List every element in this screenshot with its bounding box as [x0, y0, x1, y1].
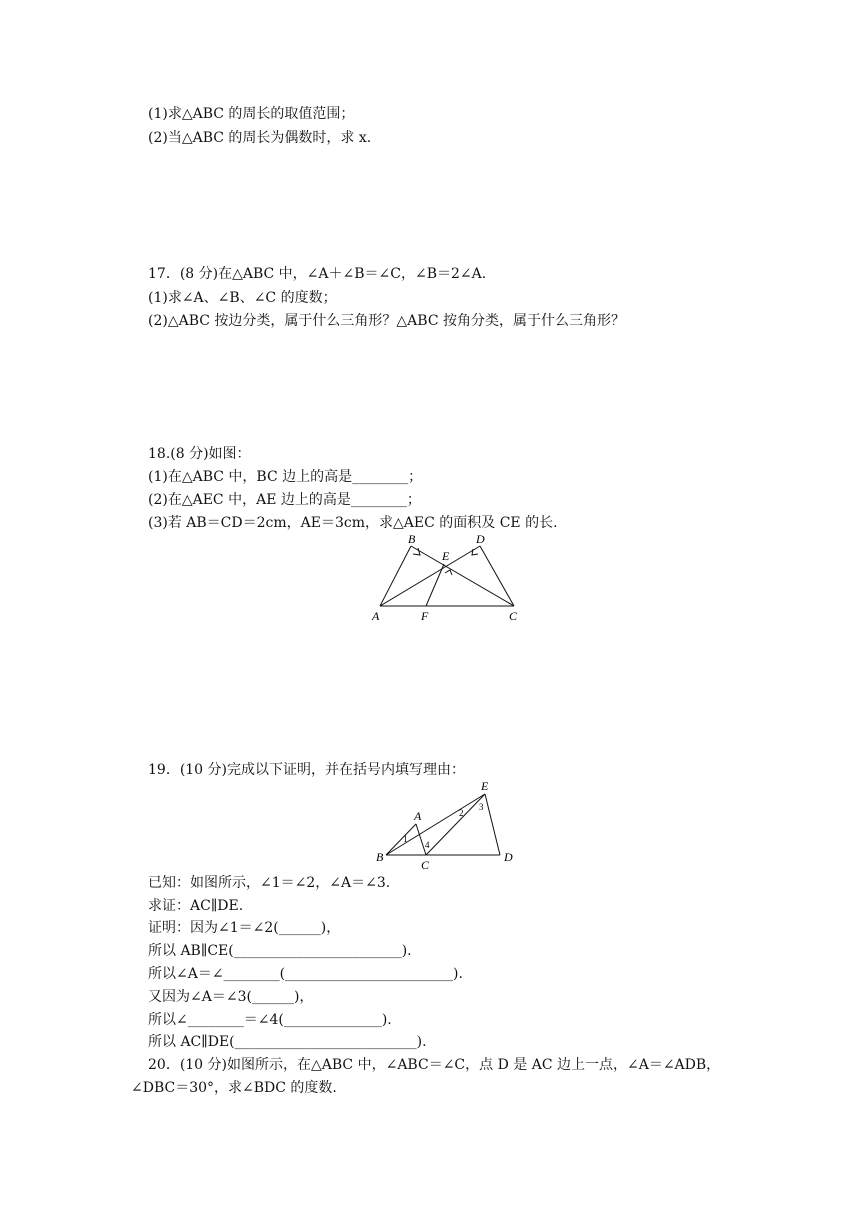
label-A: A	[414, 809, 422, 823]
angle-label-2: 2	[459, 808, 464, 818]
q19-figure	[370, 776, 520, 872]
segment-EF	[426, 564, 444, 606]
q18-figure	[366, 530, 526, 626]
q18-part2: (2)在△AEC 中，AE 边上的高是________；	[148, 492, 421, 508]
q19-step1: 证明：因为∠1＝∠2(______)，	[148, 920, 341, 936]
segment-BC	[411, 546, 514, 606]
q20-line1: 20．(10 分)如图所示，在△ABC 中，∠ABC＝∠C，点 D 是 AC 边上一点，∠A＝∠ADB，	[148, 1057, 721, 1073]
angle-label-3: 3	[479, 802, 484, 812]
q19-step3: 所以∠A＝∠________(________________________).	[148, 966, 463, 982]
segment-DC	[480, 546, 514, 606]
angle-label-4: 4	[425, 840, 430, 850]
q17-part2: (2)△ABC 按边分类，属于什么三角形？△ABC 按角分类，属于什么三角形？	[148, 313, 626, 329]
segment-ED	[485, 794, 500, 855]
q19-step4: 又因为∠A＝∠3(______)，	[148, 989, 314, 1005]
q19-step5: 所以∠________＝∠4(______________).	[148, 1012, 392, 1028]
q17-part1: (1)求∠A、∠B、∠C 的度数；	[148, 290, 337, 306]
q16-part2: (2)当△ABC 的周长为偶数时，求 x.	[148, 130, 372, 146]
label-D: D	[476, 532, 485, 546]
label-E: E	[481, 779, 489, 793]
q20-line2: ∠DBC＝30°，求∠BDC 的度数.	[131, 1080, 337, 1096]
q19-given: 已知：如图所示，∠1＝∠2，∠A＝∠3.	[148, 875, 391, 891]
label-C: C	[509, 609, 518, 623]
label-D: D	[504, 850, 513, 864]
label-B: B	[408, 532, 416, 546]
label-A: A	[372, 609, 380, 623]
q19-step6: 所以 AC∥DE(__________________________).	[148, 1034, 427, 1050]
q19-step2: 所以 AB∥CE(________________________).	[148, 943, 412, 959]
right-angle-E	[445, 570, 452, 575]
q18-head: 18.(8 分)如图：	[148, 446, 251, 462]
angle-label-1: 1	[403, 834, 408, 844]
right-angle-D	[472, 549, 478, 555]
q19-prove: 求证：AC∥DE.	[148, 898, 244, 914]
label-E: E	[442, 549, 450, 563]
q18-part3: (3)若 AB＝CD＝2cm，AE＝3cm，求△AEC 的面积及 CE 的长.	[148, 515, 558, 531]
label-B: B	[376, 850, 384, 864]
label-C: C	[421, 858, 430, 872]
q19-head: 19．(10 分)完成以下证明，并在括号内填写理由：	[148, 762, 466, 778]
label-F: F	[421, 609, 429, 623]
q18-part1: (1)在△ABC 中，BC 边上的高是________；	[148, 469, 423, 485]
q17-head: 17．(8 分)在△ABC 中，∠A＋∠B＝∠C，∠B＝2∠A.	[148, 266, 487, 282]
q16-part1: (1)求△ABC 的周长的取值范围；	[148, 106, 355, 122]
